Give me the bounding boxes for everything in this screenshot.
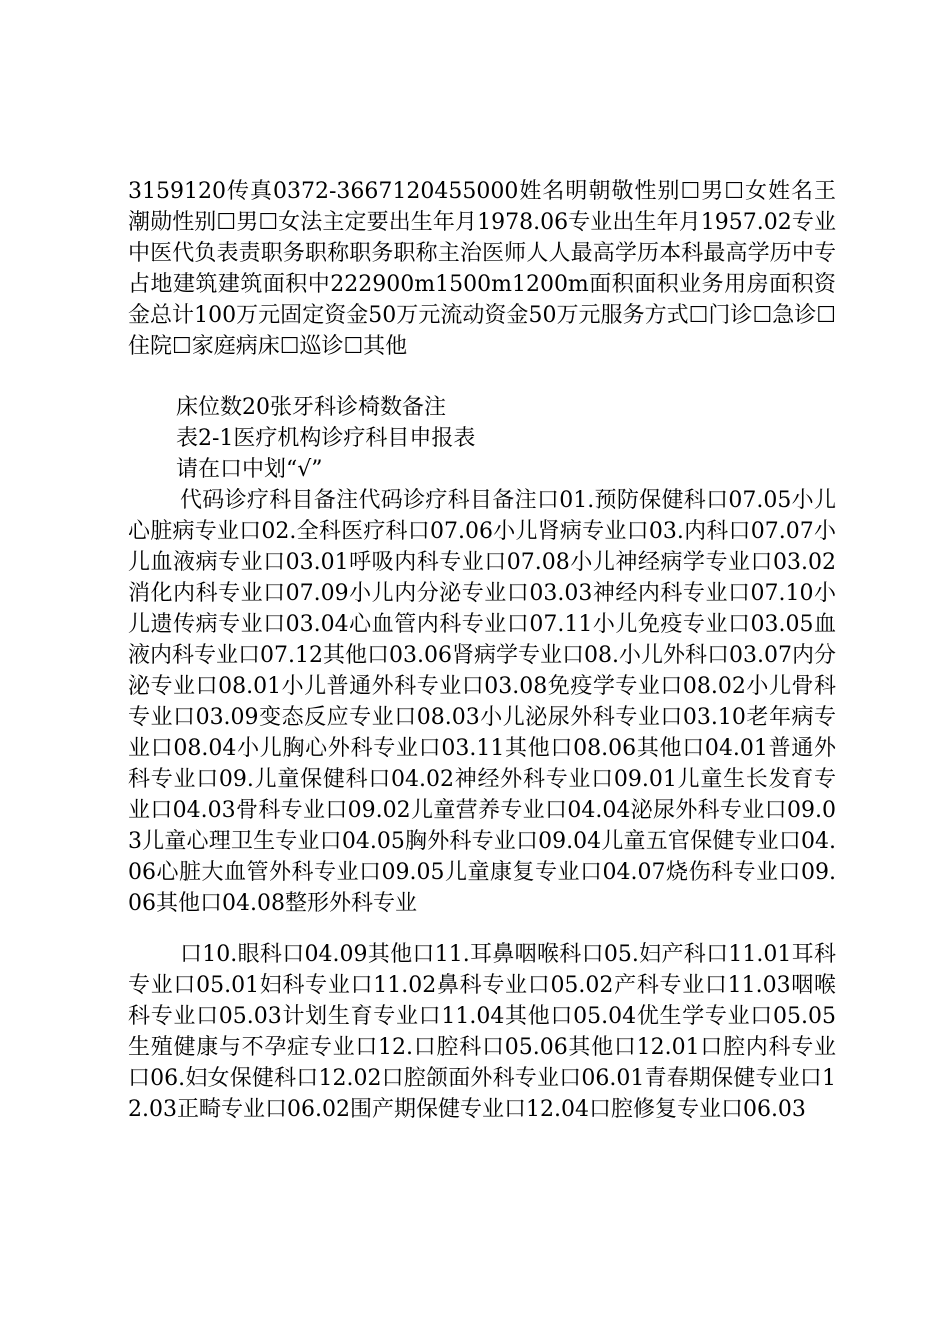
table-title: 表2-1医疗机构诊疗科目申报表 — [176, 426, 476, 451]
subjects-paragraph-2: 口10.眼科口04.09其他口11.耳鼻咽喉科口05.妇产科口11.01耳科专业口05.01妇科专业口11.02鼻科专业口05.02产科专业口11.03咽喉科专业口05.03计划生育专业口11.04其他口05.04优生学专业口05.05生殖健康与不孕症专业口12.口腔科口05.06其他口12.01口腔内科专业口06.妇女保健科口12.02口腔颌面外科专业口06.01青春期保健专业口12.03正畸专业口06.02围产期保健专业口12.04口腔修复专业口06.03 — [128, 942, 836, 1122]
beds-line: 床位数20张牙科诊椅数备注 — [176, 395, 446, 420]
subjects-paragraph-1: 代码诊疗科目备注代码诊疗科目备注口01.预防保健科口07.05小儿心脏病专业口02.全科医疗科口07.06小儿肾病专业口03.内科口07.07小儿血液病专业口03.01呼吸内科专业口07.08小儿神经病学专业口03.02消化内科专业口07.09小儿内分泌专业口03.03神经内科专业口07.10小儿遗传病专业口03.04心血管内科专业口07.11小儿免疫专业口03.05血液内科专业口07.12其他口03.06肾病学专业口08.小儿外科口03.07内分泌专业口08.01小儿普通外科专业口03.08免疫学专业口08.02小儿骨科专业口03.09变态反应专业口08.03小儿泌尿外科专业口03.10老年病专业口08.04小儿胸心外科专业口03.11其他口08.06其他口04.01普通外科专业口09.儿童保健科口04.02神经外科专业口09.01儿童生长发育专业口04.03骨科专业口09.02儿童营养专业口04.04泌尿外科专业口09.03儿童心理卫生专业口04.05胸外科专业口09.04儿童五官保健专业口04.06心脏大血管外科专业口09.05儿童康复专业口04.07烧伤科专业口09.06其他口04.08整形外科专业 — [128, 488, 836, 916]
instruction-line: 请在口中划“√” — [176, 457, 323, 482]
clinic-info-paragraph: 3159120传真0372-3667120455000姓名明朝敬性别☐男☐女姓名王潮勋性别☐男☐女法主定要出生年月1978.06专业出生年月1957.02专业中医代负表责职务职称职务职称主治医师人人最高学历本科最高学历中专占地建筑建筑面积中222900m1500m1200m面积面积业务用房面积资金总计100万元固定资金50万元流动资金50万元服务方式☐门诊☐急诊☐住院☐家庭病床☐巡诊☐其他 — [128, 179, 836, 359]
